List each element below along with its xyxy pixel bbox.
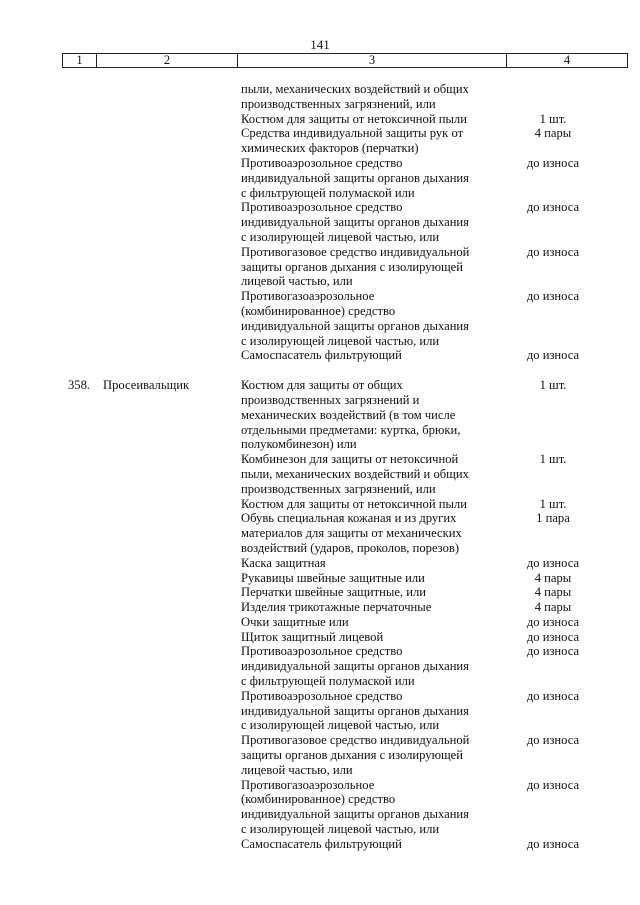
issue-norm: до износа xyxy=(526,644,580,659)
list-item xyxy=(241,496,567,512)
equipment-name: Перчатки швейные защитные, или xyxy=(241,585,426,600)
issue-norm: до износа xyxy=(526,555,580,570)
equipment-name: Комбинезон для защиты от нетоксичной пыли, механических воздействий и общих производственных загрязнений, или xyxy=(241,452,469,496)
equipment-name: Противоаэрозольное средство индивидуальной защиты органов дыхания с фильтрующей полумаской или xyxy=(241,644,469,689)
issue-norm: 1 шт. xyxy=(539,496,567,511)
equipment-name: Обувь специальная кожаная и из других материалов для защиты от механических воздействий (ударов, проколов, порезов) xyxy=(241,511,462,555)
issue-norm: до износа xyxy=(526,629,580,644)
equipment-name: Самоспасатель фильтрующий xyxy=(241,836,402,851)
list-item xyxy=(241,614,580,630)
list-item xyxy=(241,155,580,200)
issue-norm: 1 шт. xyxy=(539,111,567,126)
equipment-name: Самоспасатель фильтрующий xyxy=(241,348,402,363)
list-item xyxy=(241,289,580,348)
equipment-name: пыли, механических воздействий и общих производственных загрязнений, или xyxy=(241,82,469,111)
protective-equipment-list xyxy=(241,82,580,363)
list-item xyxy=(241,126,572,156)
list-item xyxy=(241,600,572,615)
list-item xyxy=(241,111,567,127)
equipment-name: Противогазоаэрозольное (комбинированное) средство индивидуальной защиты органов дыхания с изолирующей лицевой частью, или xyxy=(241,777,469,837)
list-item xyxy=(241,82,491,112)
equipment-name: Противогазоаэрозольное (комбинированное) средство индивидуальной защиты органов дыхания с изолирующей лицевой частью, или xyxy=(241,289,469,348)
issue-norm: 4 пары xyxy=(534,570,572,585)
list-item xyxy=(241,452,567,496)
equipment-name: Противоаэрозольное средство индивидуальной защиты органов дыхания с фильтрующей полумаской или xyxy=(241,155,469,200)
equipment-name: Средства индивидуальной защиты рук от химических факторов (перчатки) xyxy=(241,126,464,156)
issue-norm: до износа xyxy=(526,777,580,792)
equipment-name: Противогазовое средство индивидуальной защиты органов дыхания с изолирующей лицевой частью, или xyxy=(241,733,470,777)
issue-norm: до износа xyxy=(526,688,580,703)
issue-norm: 4 пары xyxy=(534,585,572,600)
list-item xyxy=(241,511,570,555)
equipment-name: Каска защитная xyxy=(241,555,326,570)
table-column-header xyxy=(62,53,628,68)
list-item xyxy=(241,733,580,777)
equipment-name: Изделия трикотажные перчаточные xyxy=(241,600,432,615)
protective-equipment-list xyxy=(241,378,580,852)
page-number: 141 xyxy=(310,37,330,52)
equipment-name: Противоаэрозольное средство индивидуальной защиты органов дыхания с изолирующей лицевой частью, или xyxy=(241,200,469,244)
list-item xyxy=(241,585,572,600)
issue-norm: до износа xyxy=(526,614,580,629)
issue-norm: до износа xyxy=(526,244,580,259)
list-item xyxy=(241,570,572,586)
list-item xyxy=(241,555,580,571)
equipment-name: Противогазовое средство индивидуальной защиты органов дыхания с изолирующей лицевой частью, или xyxy=(241,244,470,289)
issue-norm: до износа xyxy=(526,289,580,304)
list-item xyxy=(241,244,580,289)
issue-norm: 4 пары xyxy=(534,600,572,615)
column-header-3: 3 xyxy=(238,54,507,67)
equipment-name: Рукавицы швейные защитные или xyxy=(241,570,425,585)
issue-norm: 1 шт. xyxy=(539,452,567,467)
list-item xyxy=(241,348,580,363)
row-gap xyxy=(0,363,640,378)
table-row xyxy=(0,378,640,852)
issue-norm: до износа xyxy=(526,836,580,851)
list-item xyxy=(241,777,580,837)
issue-norm: до износа xyxy=(526,155,580,170)
list-item xyxy=(241,378,567,452)
table-body xyxy=(0,82,640,852)
equipment-name: Щиток защитный лицевой xyxy=(241,629,384,644)
issue-norm: до износа xyxy=(526,348,580,363)
list-item xyxy=(241,629,580,645)
list-item xyxy=(241,836,580,852)
equipment-name: Костюм для защиты от нетоксичной пыли xyxy=(241,496,467,511)
issue-norm: 1 пара xyxy=(536,511,570,526)
list-item xyxy=(241,644,580,689)
equipment-name: Костюм для защиты от нетоксичной пыли xyxy=(241,111,467,126)
column-header-1: 1 xyxy=(63,54,97,67)
table-row xyxy=(0,82,640,363)
equipment-name: Костюм для защиты от общих производственных загрязнений и механических воздействий (в том числе отдельными предметами: куртка, брюки, полукомбинезон) или xyxy=(241,378,461,452)
profession-name: Просеивальщик xyxy=(103,378,190,393)
row-number: 358. xyxy=(68,378,91,393)
list-item xyxy=(241,688,580,733)
issue-norm: до износа xyxy=(526,200,580,215)
issue-norm: до износа xyxy=(526,733,580,748)
list-item xyxy=(241,200,580,244)
column-header-4: 4 xyxy=(563,53,571,67)
issue-norm: 1 шт. xyxy=(539,378,567,393)
issue-norm: 4 пары xyxy=(534,126,572,141)
equipment-name: Противоаэрозольное средство индивидуальной защиты органов дыхания с изолирующей лицевой частью, или xyxy=(241,688,469,733)
equipment-name: Очки защитные или xyxy=(241,614,349,629)
column-header-2: 2 xyxy=(97,54,238,67)
